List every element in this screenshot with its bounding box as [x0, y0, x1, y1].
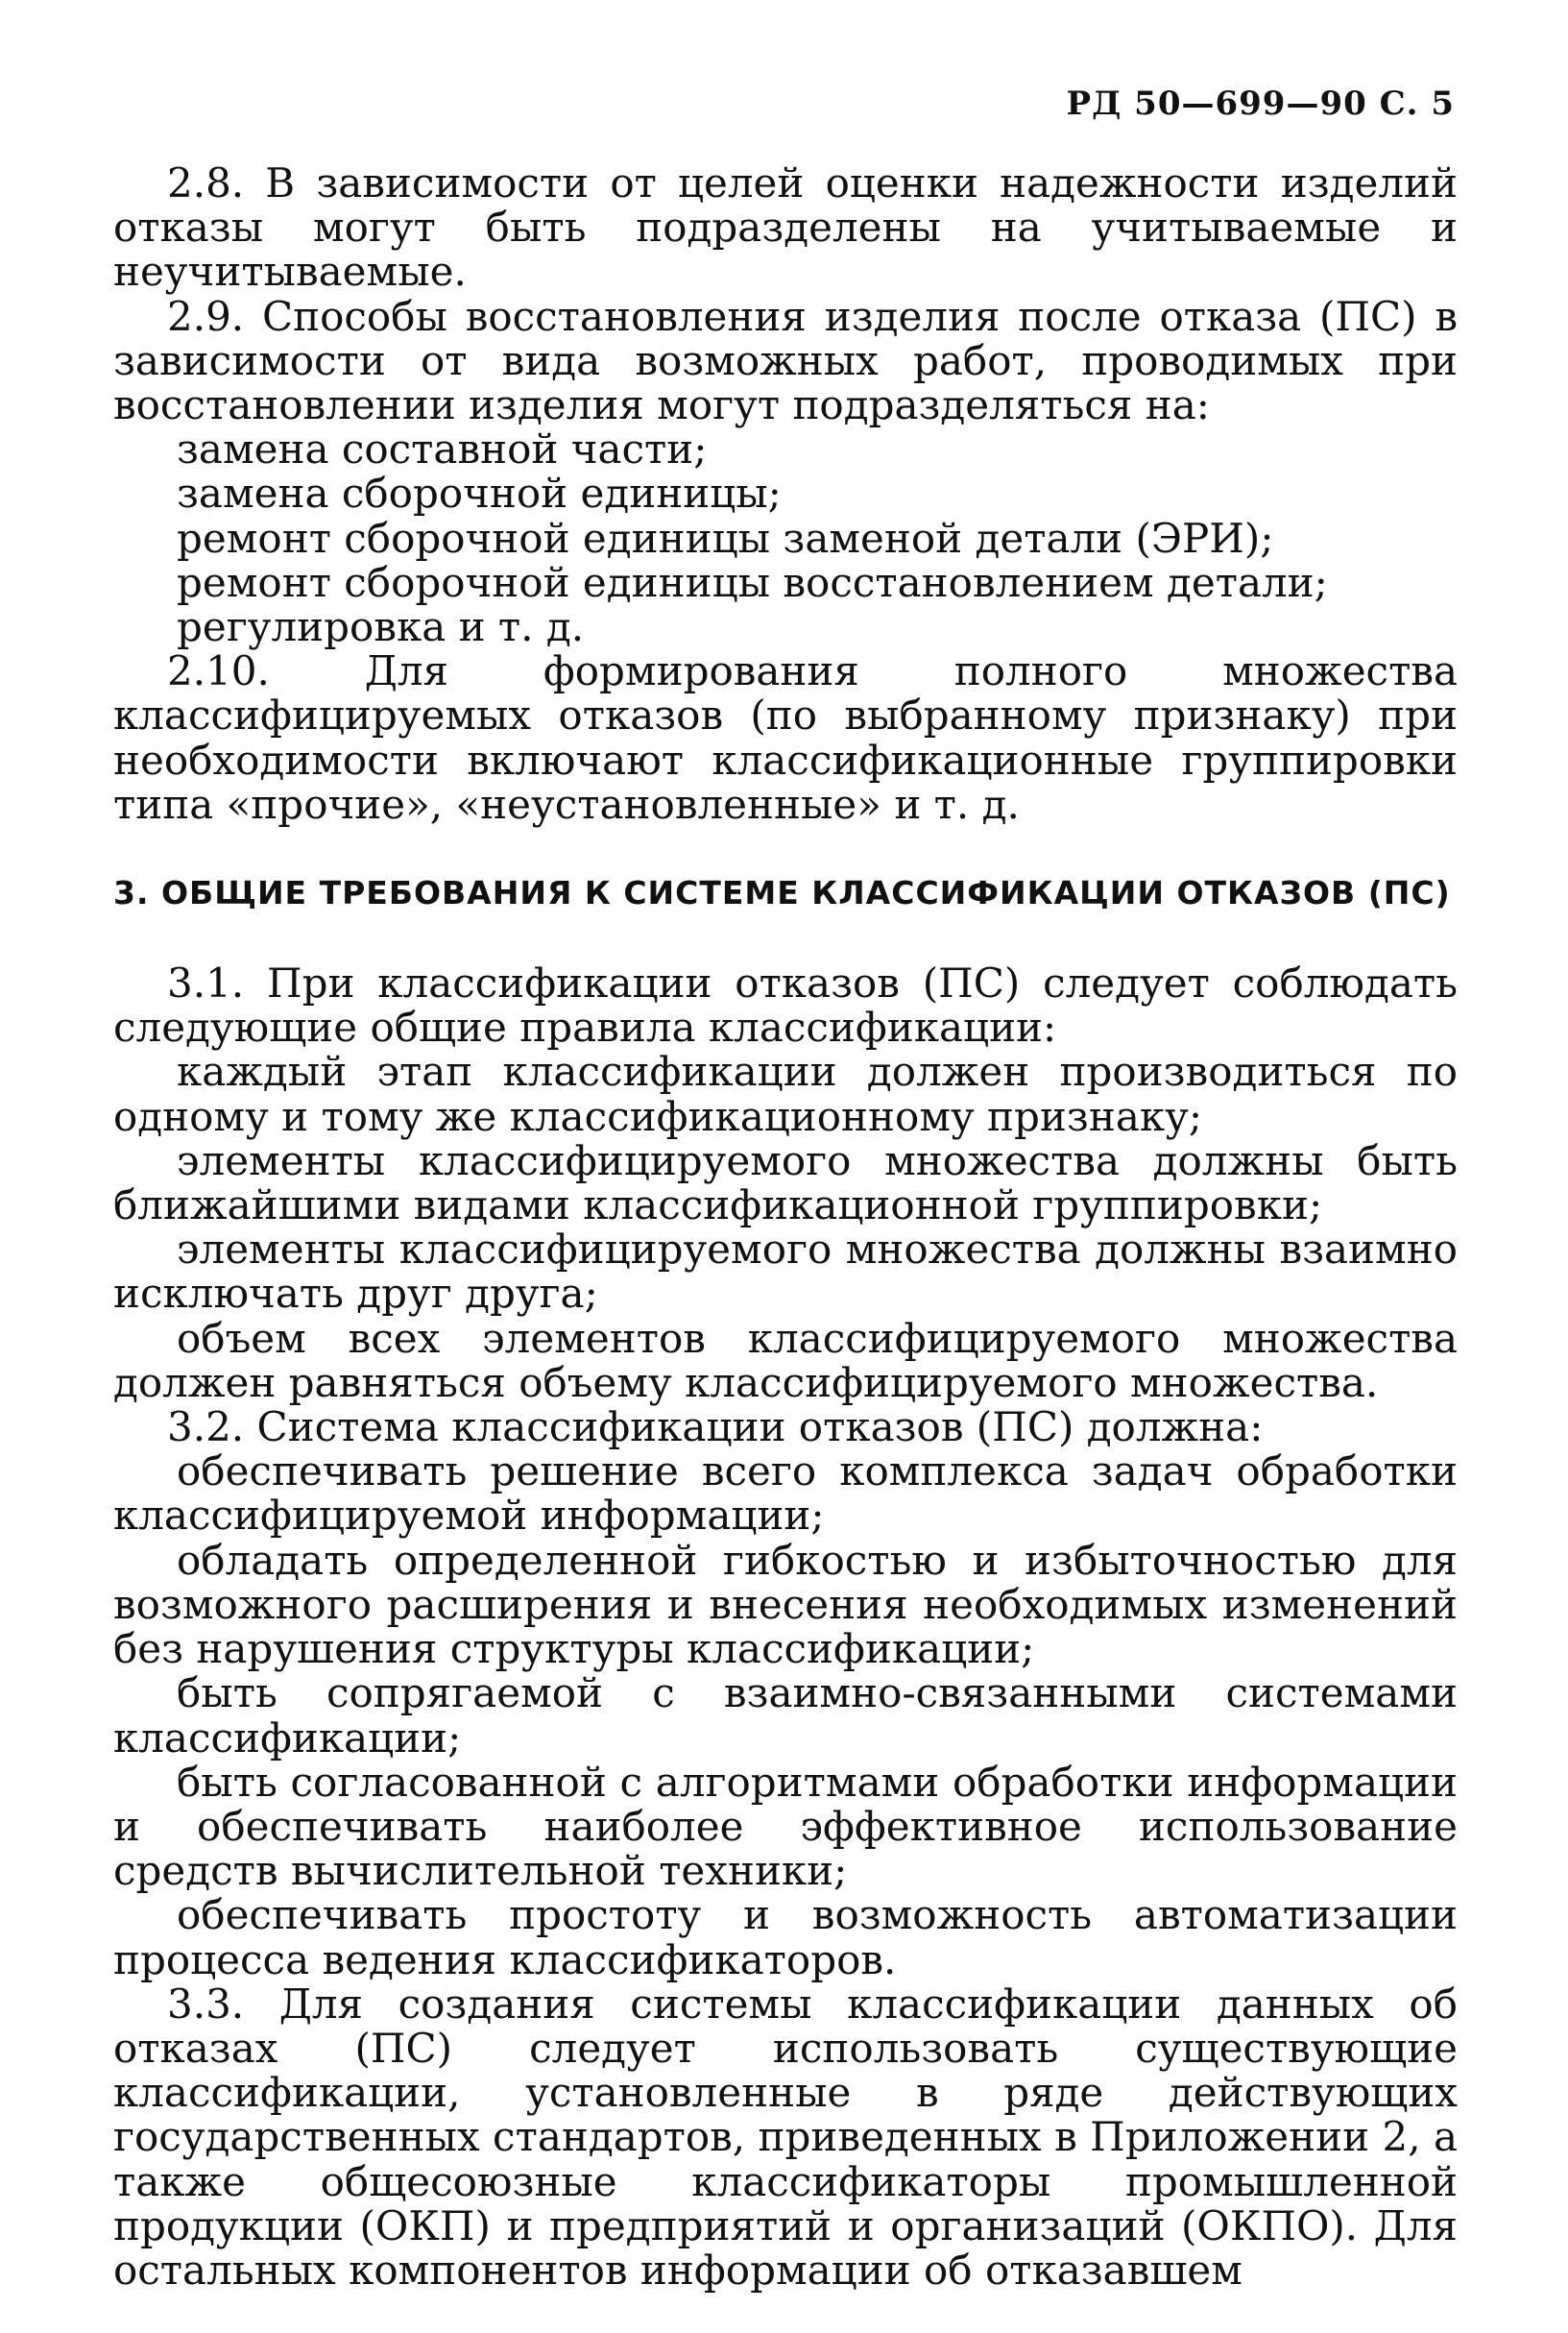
list-item-3-1-3: элементы классифицируемого множества должны взаимно исключать друг друга;: [113, 1226, 1458, 1318]
list-item-3-1-1: каждый этап классификации должен производиться по одному и тому же классификационному признаку;: [113, 1048, 1458, 1140]
list-item-2-9-3: ремонт сборочной единицы заменой детали (ЭРИ);: [177, 514, 1274, 562]
list-item-3-2-2: обладать определенной гибкостью и избыточностью для возможного расширения и внесения необходимых изменений без нарушения структуры классификации;: [113, 1536, 1458, 1673]
list-item-3-2-1: обеспечивать решение всего комплекса задач обработки классифицируемой информации;: [113, 1447, 1458, 1540]
page-body: [113, 161, 1458, 2293]
running-head: РД 50—699—90 С. 5: [1066, 85, 1455, 123]
paragraph-2-8: 2.8. В зависимости от целей оценки надежности изделий отказы могут быть подразделены на учитываемые и неучитываемые.: [113, 159, 1458, 296]
paragraph-3-1: 3.1. При классификации отказов (ПС) следует соблюдать следующие общие правила классификации:: [113, 960, 1458, 1052]
paragraph-2-9: 2.9. Способы восстановления изделия после отказа (ПС) в зависимости от вида возможных работ, проводимых при восстановлении изделия могут подразделяться на:: [113, 292, 1458, 429]
list-item-3-2-4: быть согласованной с алгоритмами обработки информации и обеспечивать наиболее эффективное использование средств вычислительной техники;: [113, 1758, 1458, 1895]
list-item-2-9-1: замена составной части;: [177, 425, 708, 474]
list-item-2-9-4: ремонт сборочной единицы восстановлением детали;: [177, 558, 1328, 606]
list-item-3-2-3: быть сопрягаемой с взаимно-связанными системами классификации;: [113, 1669, 1458, 1762]
list-item-3-1-2: элементы классифицируемого множества должны быть ближайшими видами классификационной группировки;: [113, 1136, 1458, 1229]
paragraph-3-2: 3.2. Система классификации отказов (ПС) должна:: [167, 1403, 1264, 1451]
list-item-2-9-2: замена сборочной единицы;: [177, 470, 782, 518]
list-item-3-1-4: объем всех элементов классифицируемого множества должен равняться объему классифицируемого множества.: [113, 1314, 1458, 1406]
list-item-2-9-5: регулировка и т. д.: [177, 603, 585, 651]
paragraph-2-10: 2.10. Для формирования полного множества классифицируемых отказов (по выбранному признаку) при необходимости включают классификационные группировки типа «прочие», «неустановленные» и т. д.: [113, 647, 1458, 828]
section-3-heading: 3. ОБЩИЕ ТРЕБОВАНИЯ К СИСТЕМЕ КЛАССИФИКАЦИИ ОТКАЗОВ (ПС): [113, 874, 1451, 912]
paragraph-3-3: 3.3. Для создания системы классификации данных об отказах (ПС) следует использовать существующие классификации, установленные в ряде действующих государственных стандартов, приведенных в Приложении 2, а также общесоюзные классификаторы промышленной продукции (ОКП) и предприятий и организаций (ОКПО). Для остальных компонентов информации об отказавшем: [113, 1980, 1458, 2294]
list-item-3-2-5: обеспечивать простоту и возможность автоматизации процесса ведения классификаторов.: [113, 1891, 1458, 1983]
